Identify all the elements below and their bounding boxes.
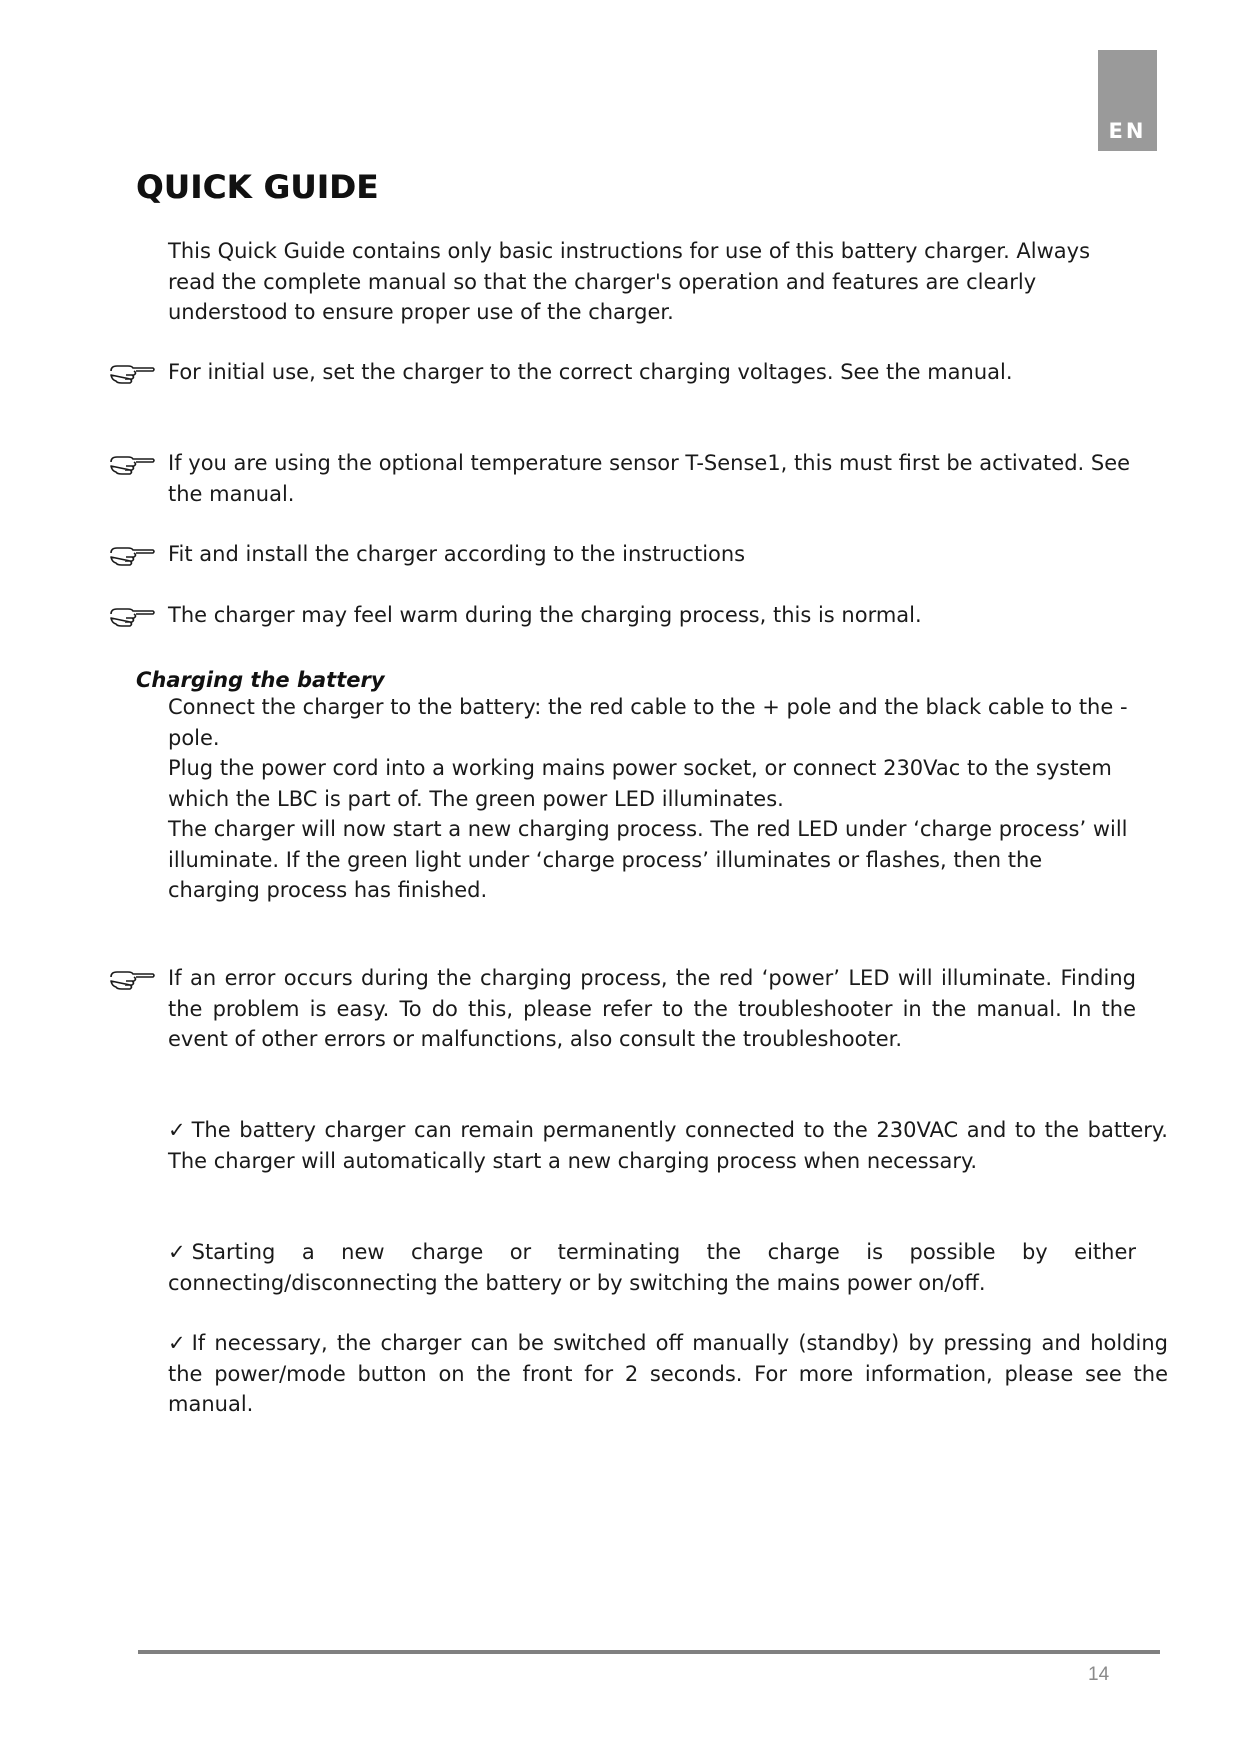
- charging-para-plug: Plug the power cord into a working mains power socket, or connect 230Vac to the system which the LBC is part of. The green power LED illuminates.: [168, 756, 1112, 811]
- check-icon: ✓: [168, 1118, 186, 1142]
- intro-paragraph: This Quick Guide contains only basic instructions for use of this battery charger. Always read the complete manual so that the charger's operation and features are clearly understood to ensure proper use of the charger.: [168, 239, 1091, 324]
- check-item-start-stop: [168, 1237, 1136, 1298]
- note-warm: The charger may feel warm during the charging process, this is normal.: [168, 603, 922, 627]
- check-text: Starting a new charge or terminating the charge is possible by either connecting/disconnecting the battery or by switching the mains power on/off.: [168, 1240, 1136, 1295]
- note-error: If an error occurs during the charging process, the red ‘power’ LED will illuminate. Finding the problem is easy. To do this, please refer to the troubleshooter in the manual. In the event of other errors or malfunctions, also consult the troubleshooter.: [168, 966, 1136, 1051]
- check-item-permanent: [168, 1115, 1168, 1176]
- pointing-hand-icon: [108, 605, 156, 631]
- check-icon: ✓: [168, 1240, 186, 1264]
- check-text: The battery charger can remain permanently connected to the 230VAC and to the battery. The charger will automatically start a new charging process when necessary.: [168, 1118, 1168, 1173]
- pointing-hand-icon: [108, 453, 156, 479]
- pointing-hand-icon: [108, 362, 156, 388]
- note-install: Fit and install the charger according to the instructions: [168, 542, 746, 566]
- check-icon: ✓: [168, 1331, 186, 1355]
- page-title: QUICK GUIDE: [136, 168, 379, 206]
- footer-rule: [138, 1650, 1160, 1654]
- check-text: If necessary, the charger can be switched off manually (standby) by pressing and holding the power/mode button on the front for 2 seconds. For more information, please see the manual.: [168, 1331, 1168, 1416]
- check-item-standby: [168, 1328, 1168, 1420]
- pointing-hand-icon: [108, 968, 156, 994]
- charging-para-connect: Connect the charger to the battery: the red cable to the + pole and the black cable to the - pole.: [168, 695, 1128, 750]
- page-number: 14: [1088, 1664, 1110, 1685]
- language-tab: EN: [1098, 50, 1157, 151]
- note-temperature-sensor: If you are using the optional temperature sensor T-Sense1, this must first be activated. See the manual.: [168, 451, 1131, 506]
- section-heading: Charging the battery: [136, 668, 385, 692]
- note-initial-use: For initial use, set the charger to the correct charging voltages. See the manual.: [168, 360, 1013, 384]
- charging-para-process: The charger will now start a new charging process. The red LED under ‘charge process’ will illuminate. If the green light under ‘charge process’ illuminates or flashes, then the charging process has finished.: [168, 817, 1128, 902]
- pointing-hand-icon: [108, 544, 156, 570]
